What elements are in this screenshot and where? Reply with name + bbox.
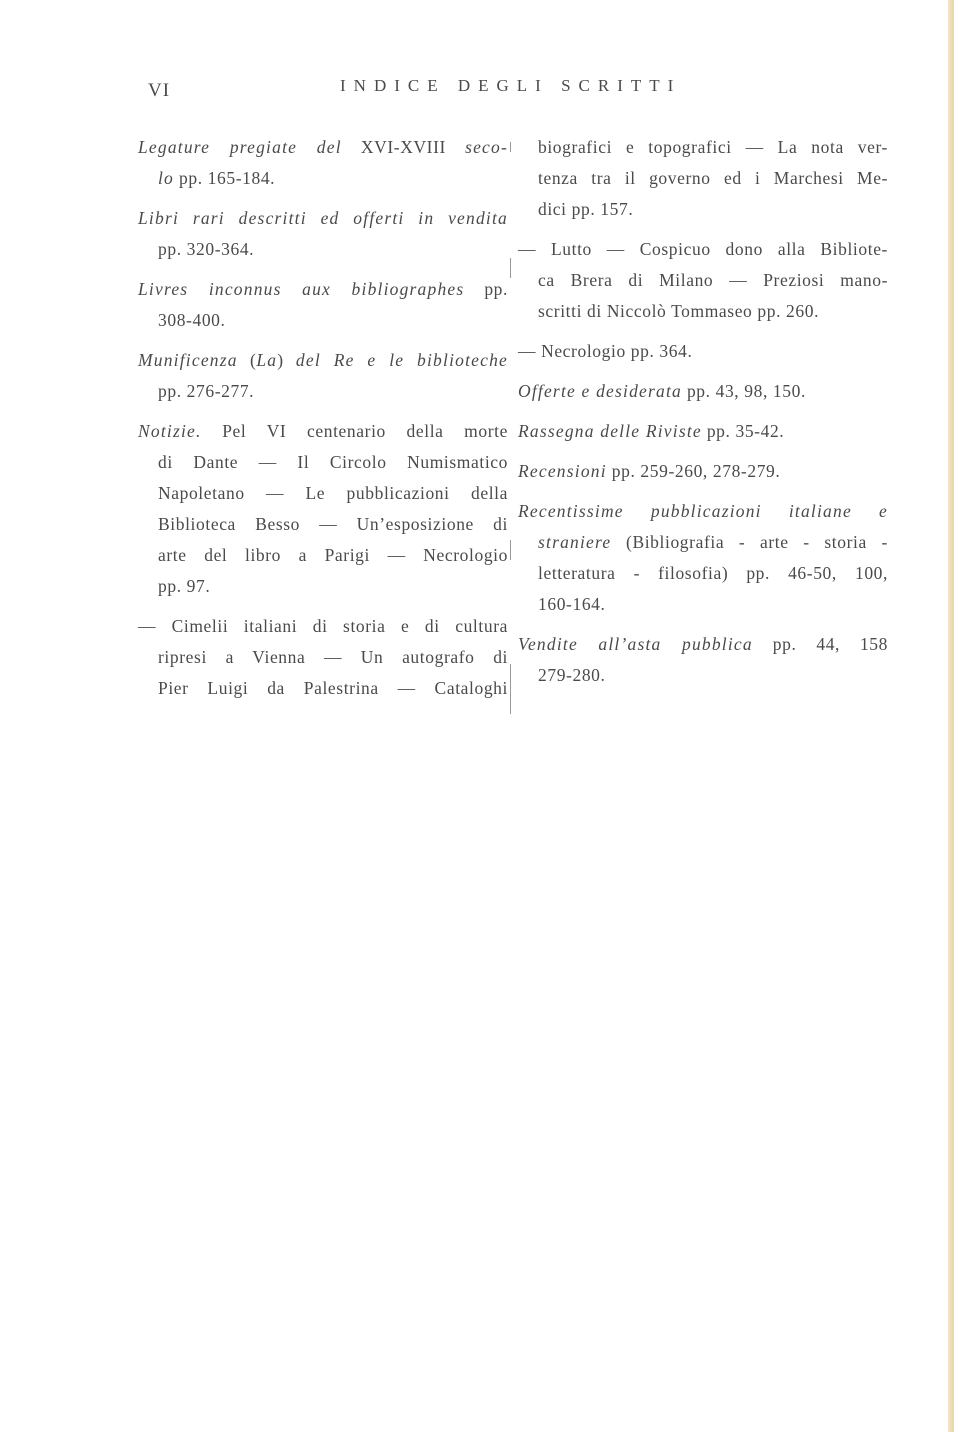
index-entry <box>518 496 888 620</box>
index-entry <box>138 274 508 336</box>
entry-title: Recentissime pubblicazioni italiane e <box>518 501 888 521</box>
left-column <box>138 132 508 713</box>
entry-pages: pp. 276-277. <box>158 381 255 401</box>
entry-text: Pel VI centenario della morte <box>201 421 508 441</box>
entry-text: XVI-XVIII <box>341 137 466 157</box>
index-entry <box>518 629 888 691</box>
index-entry <box>518 456 888 487</box>
entry-pages: dici pp. 157. <box>538 199 634 219</box>
entry-text: — Lutto — Cospicuo dono alla Bibliote- <box>518 239 888 259</box>
index-entry <box>138 132 508 194</box>
entry-text: Napoletano — Le pubblicazioni della <box>158 483 508 503</box>
column-rule <box>510 664 511 714</box>
entry-title: straniere <box>538 532 612 552</box>
entry-text: di Dante — Il Circolo Numismatico <box>158 452 508 472</box>
index-entry <box>138 345 508 407</box>
index-entry <box>518 376 888 407</box>
column-rule <box>510 142 511 152</box>
entry-text: ( <box>237 350 257 370</box>
entry-title: Libri rari descritti ed offerti in vendita <box>138 208 508 228</box>
entry-text: ) <box>277 350 296 370</box>
entry-pages: pp. 43, 98, 150. <box>681 381 806 401</box>
index-entry <box>518 132 888 225</box>
entry-title: del Re e le biblioteche <box>295 350 508 370</box>
index-entry <box>518 416 888 447</box>
entry-title: Munificenza <box>138 350 238 370</box>
index-entry <box>138 416 508 602</box>
entry-title: Rassegna delle Riviste <box>518 421 702 441</box>
index-entry <box>138 611 508 704</box>
entry-text: (Bibliografia - arte - storia - <box>611 532 888 552</box>
entry-pages: pp. 320-364. <box>158 239 255 259</box>
index-entry <box>518 234 888 327</box>
column-rule <box>510 540 511 560</box>
index-entry <box>138 203 508 265</box>
entry-pages: pp. 44, 158 <box>752 634 888 654</box>
entry-title: lo <box>158 168 175 188</box>
entry-text: — Cimelii italiani di storia e di cultura <box>138 616 508 636</box>
column-rule <box>510 258 511 278</box>
entry-text: arte del libro a Parigi — Necrologio <box>158 545 508 565</box>
index-entry <box>518 336 888 367</box>
entry-pages: 308-400. <box>158 310 226 330</box>
entry-text: ca Brera di Milano — Preziosi mano- <box>538 270 888 290</box>
entry-title: Offerte e desiderata <box>518 381 682 401</box>
entry-title: seco- <box>465 137 508 157</box>
entry-text: biografici e topografici — La nota ver- <box>538 137 888 157</box>
entry-text: ripresi a Vienna — Un autografo di <box>158 647 508 667</box>
entry-pages: scritti di Niccolò Tommaseo pp. 260. <box>538 301 820 321</box>
entry-text: Biblioteca Besso — Un’esposizione di <box>158 514 508 534</box>
entry-title: Legature pregiate del <box>138 137 342 157</box>
page-edge <box>948 0 954 1432</box>
entry-title: Recensioni <box>518 461 607 481</box>
page-header <box>0 72 954 102</box>
entry-text: tenza tra il governo ed i Marchesi Me- <box>538 168 888 188</box>
page-number: VI <box>148 80 171 101</box>
entry-pages: 279-280. <box>538 665 606 685</box>
entry-title: Vendite all’asta pubblica <box>518 634 753 654</box>
entry-title: Livres inconnus aux bibliographes <box>138 279 465 299</box>
entry-text: Pier Luigi da Palestrina — Cataloghi <box>158 678 508 698</box>
entry-text: letteratura - filosofia) pp. 46-50, 100, <box>538 563 888 583</box>
entry-pages: pp. 97. <box>158 576 211 596</box>
entry-title: La <box>256 350 278 370</box>
entry-text: pp. <box>464 279 508 299</box>
entry-text: — Necrologio pp. 364. <box>518 341 693 361</box>
right-column <box>518 132 888 700</box>
entry-title: Notizie. <box>138 421 202 441</box>
running-title: INDICE DEGLI SCRITTI <box>340 76 682 95</box>
entry-pages: pp. 259-260, 278-279. <box>606 461 781 481</box>
entry-pages: 160-164. <box>538 594 606 614</box>
entry-pages: pp. 165-184. <box>174 168 276 188</box>
entry-pages: pp. 35-42. <box>701 421 785 441</box>
